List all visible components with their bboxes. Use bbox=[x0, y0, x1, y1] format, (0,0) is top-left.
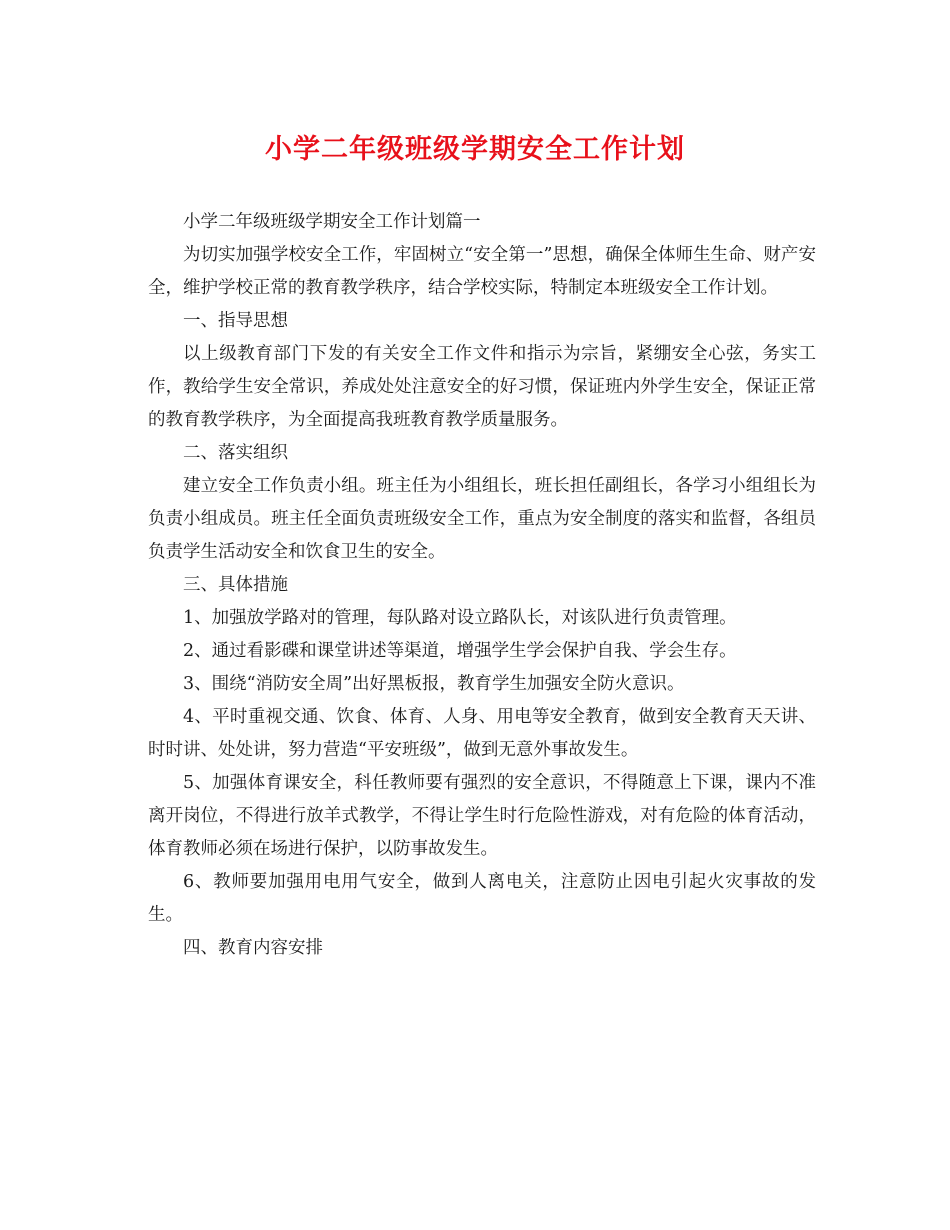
measure-item-2: 2、通过看影碟和课堂讲述等渠道，增强学生学会保护自我、学会生存。 bbox=[183, 641, 737, 661]
measure-item-1: 1、加强放学路对的管理，每队路对设立路队长，对该队进行负责管理。 bbox=[183, 608, 737, 628]
section-heading-organization: 二、落实组织 bbox=[183, 443, 288, 463]
measure-item-6: 6、教师要加强用电用气安全，做到人离电关，注意防止因电引起火灾事故的发生。 bbox=[148, 872, 816, 925]
section-heading-measures: 三、具体措施 bbox=[183, 575, 288, 595]
section-heading-guiding-thought: 一、指导思想 bbox=[183, 311, 288, 331]
measure-item-4: 4、平时重视交通、饮食、体育、人身、用电等安全教育，做到安全教育天天讲、时时讲、处处讲，努力营造“平安班级”，做到无意外事故发生。 bbox=[148, 707, 816, 760]
paragraph-intro: 为切实加强学校安全工作，牢固树立“安全第一”思想，确保全体师生生命、财产安全，维护学校正常的教育教学秩序，结合学校实际，特制定本班级安全工作计划。 bbox=[148, 245, 816, 298]
measure-item-5: 5、加强体育课安全，科任教师要有强烈的安全意识，不得随意上下课，课内不准离开岗位，不得进行放羊式教学，不得让学生时行危险性游戏，对有危险的体育活动，体育教师必须在场进行保护，以防事故发生。 bbox=[148, 773, 816, 859]
section-heading-education-content: 四、教育内容安排 bbox=[183, 938, 323, 958]
paragraph-guiding-thought: 以上级教育部门下发的有关安全工作文件和指示为宗旨，紧绷安全心弦，务实工作，教给学生安全常识，养成处处注意安全的好习惯，保证班内外学生安全，保证正常的教育教学秩序，为全面提高我班教育教学质量服务。 bbox=[148, 344, 816, 430]
measure-item-3: 3、围绕“消防安全周”出好黑板报，教育学生加强安全防火意识。 bbox=[183, 674, 685, 694]
document-body bbox=[148, 206, 816, 965]
document-title: 小学二年级班级学期安全工作计划 bbox=[265, 134, 685, 165]
paragraph-organization: 建立安全工作负责小组。班主任为小组组长，班长担任副组长，各学习小组组长为负责小组成员。班主任全面负责班级安全工作，重点为安全制度的落实和监督，各组员负责学生活动安全和饮食卫生的安全。 bbox=[148, 476, 816, 562]
paragraph-subtitle: 小学二年级班级学期安全工作计划篇一 bbox=[183, 212, 481, 232]
